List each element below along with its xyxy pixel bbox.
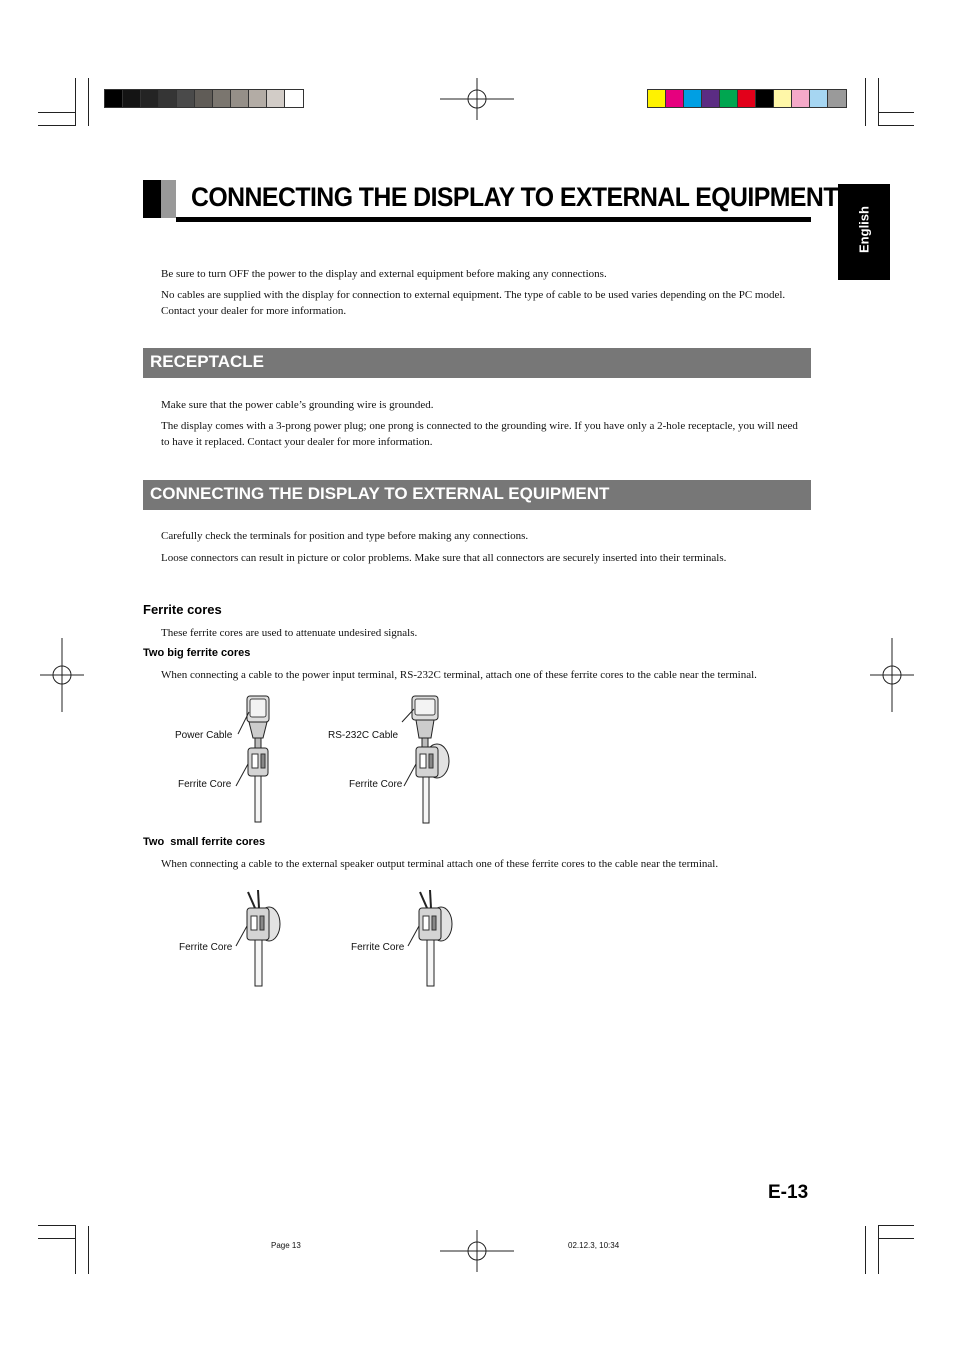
ferrite-cores-intro: These ferrite cores are used to attenuate undesired signals. <box>161 627 418 639</box>
section-heading-connecting <box>143 480 811 510</box>
color-swatch-2 <box>666 90 684 107</box>
title-accent-gray <box>161 180 176 218</box>
ferrite-core-label-small-right: Ferrite Core <box>351 942 405 953</box>
grayscale-color-bar <box>104 89 304 108</box>
registration-target-left <box>40 638 84 712</box>
color-swatch-1 <box>648 90 666 107</box>
ferrite-cores-heading: Ferrite cores <box>143 602 222 617</box>
color-swatch-6 <box>738 90 756 107</box>
page-title-block <box>143 180 838 224</box>
color-swatch-7 <box>756 90 774 107</box>
power-cable-label: Power Cable <box>175 730 233 741</box>
small-ferrite-heading: Two small ferrite cores <box>143 836 266 848</box>
color-swatch-9 <box>792 90 810 107</box>
process-color-bar <box>647 89 847 108</box>
gray-swatch-1 <box>105 90 123 107</box>
color-swatch-10 <box>810 90 828 107</box>
connecting-paragraph-1: Carefully check the terminals for position and type before making any connections. <box>161 530 529 542</box>
gray-swatch-7 <box>213 90 231 107</box>
section-heading-connecting-text: CONNECTING THE DISPLAY TO EXTERNAL EQUIPMENT <box>150 484 610 503</box>
page-title: CONNECTING THE DISPLAY TO EXTERNAL EQUIPMENT <box>191 182 838 212</box>
receptacle-paragraph-2: The display comes with a 3-prong power plug; one prong is connected to the grounding wire. If you have only a 2-hole receptacle, you will need to have it replaced. Contact your dealer for more information. <box>161 420 798 448</box>
big-ferrite-heading: Two big ferrite cores <box>143 647 251 659</box>
small-ferrite-text: When connecting a cable to the external speaker output terminal attach one of these ferrite cores to the cable near the terminal. <box>161 858 719 870</box>
section-heading-receptacle-text: RECEPTACLE <box>150 352 264 371</box>
big-ferrite-text: When connecting a cable to the power input terminal, RS-232C terminal, attach one of these ferrite cores to the cable near the terminal. <box>161 669 757 681</box>
gray-swatch-8 <box>231 90 249 107</box>
registration-target-top <box>440 78 514 120</box>
color-swatch-8 <box>774 90 792 107</box>
small-ferrite-illustration-right <box>406 888 462 990</box>
intro-paragraph-1: Be sure to turn OFF the power to the display and external equipment before making any connections. <box>161 268 607 280</box>
connecting-paragraph-2: Loose connectors can result in picture or color problems. Make sure that all connectors are securely inserted into their terminals. <box>161 552 727 564</box>
intro-paragraph-2: No cables are supplied with the display for connection to external equipment. The type of cable to be used varies depending on the PC model. Contact your dealer for more information. <box>161 289 786 317</box>
title-accent-black <box>143 180 161 218</box>
receptacle-paragraph-1: Make sure that the power cable’s grounding wire is grounded. <box>161 399 434 411</box>
gray-swatch-2 <box>123 90 141 107</box>
gray-swatch-3 <box>141 90 159 107</box>
print-slug-page: Page 13 <box>271 1241 301 1250</box>
color-swatch-11 <box>828 90 846 107</box>
gray-swatch-6 <box>195 90 213 107</box>
registration-target-right <box>870 638 914 712</box>
color-swatch-5 <box>720 90 738 107</box>
page-number: E-13 <box>768 1182 809 1203</box>
gray-swatch-11 <box>285 90 303 107</box>
gray-swatch-5 <box>177 90 195 107</box>
language-tab-label: English <box>856 206 872 253</box>
ferrite-core-label-big-left: Ferrite Core <box>178 779 232 790</box>
color-swatch-3 <box>684 90 702 107</box>
gray-swatch-9 <box>249 90 267 107</box>
ferrite-core-label-small-left: Ferrite Core <box>179 942 233 953</box>
rs232c-cable-ferrite-illustration <box>400 694 460 824</box>
section-heading-receptacle <box>143 348 811 378</box>
registration-target-bottom <box>440 1230 514 1272</box>
power-cable-ferrite-illustration <box>230 694 290 824</box>
ferrite-core-label-big-right: Ferrite Core <box>349 779 403 790</box>
color-swatch-4 <box>702 90 720 107</box>
gray-swatch-4 <box>159 90 177 107</box>
gray-swatch-10 <box>267 90 285 107</box>
title-underline <box>176 217 811 222</box>
rs232c-cable-label: RS-232C Cable <box>328 730 399 741</box>
print-slug-date: 02.12.3, 10:34 <box>568 1241 620 1250</box>
small-ferrite-illustration-left <box>234 888 290 990</box>
